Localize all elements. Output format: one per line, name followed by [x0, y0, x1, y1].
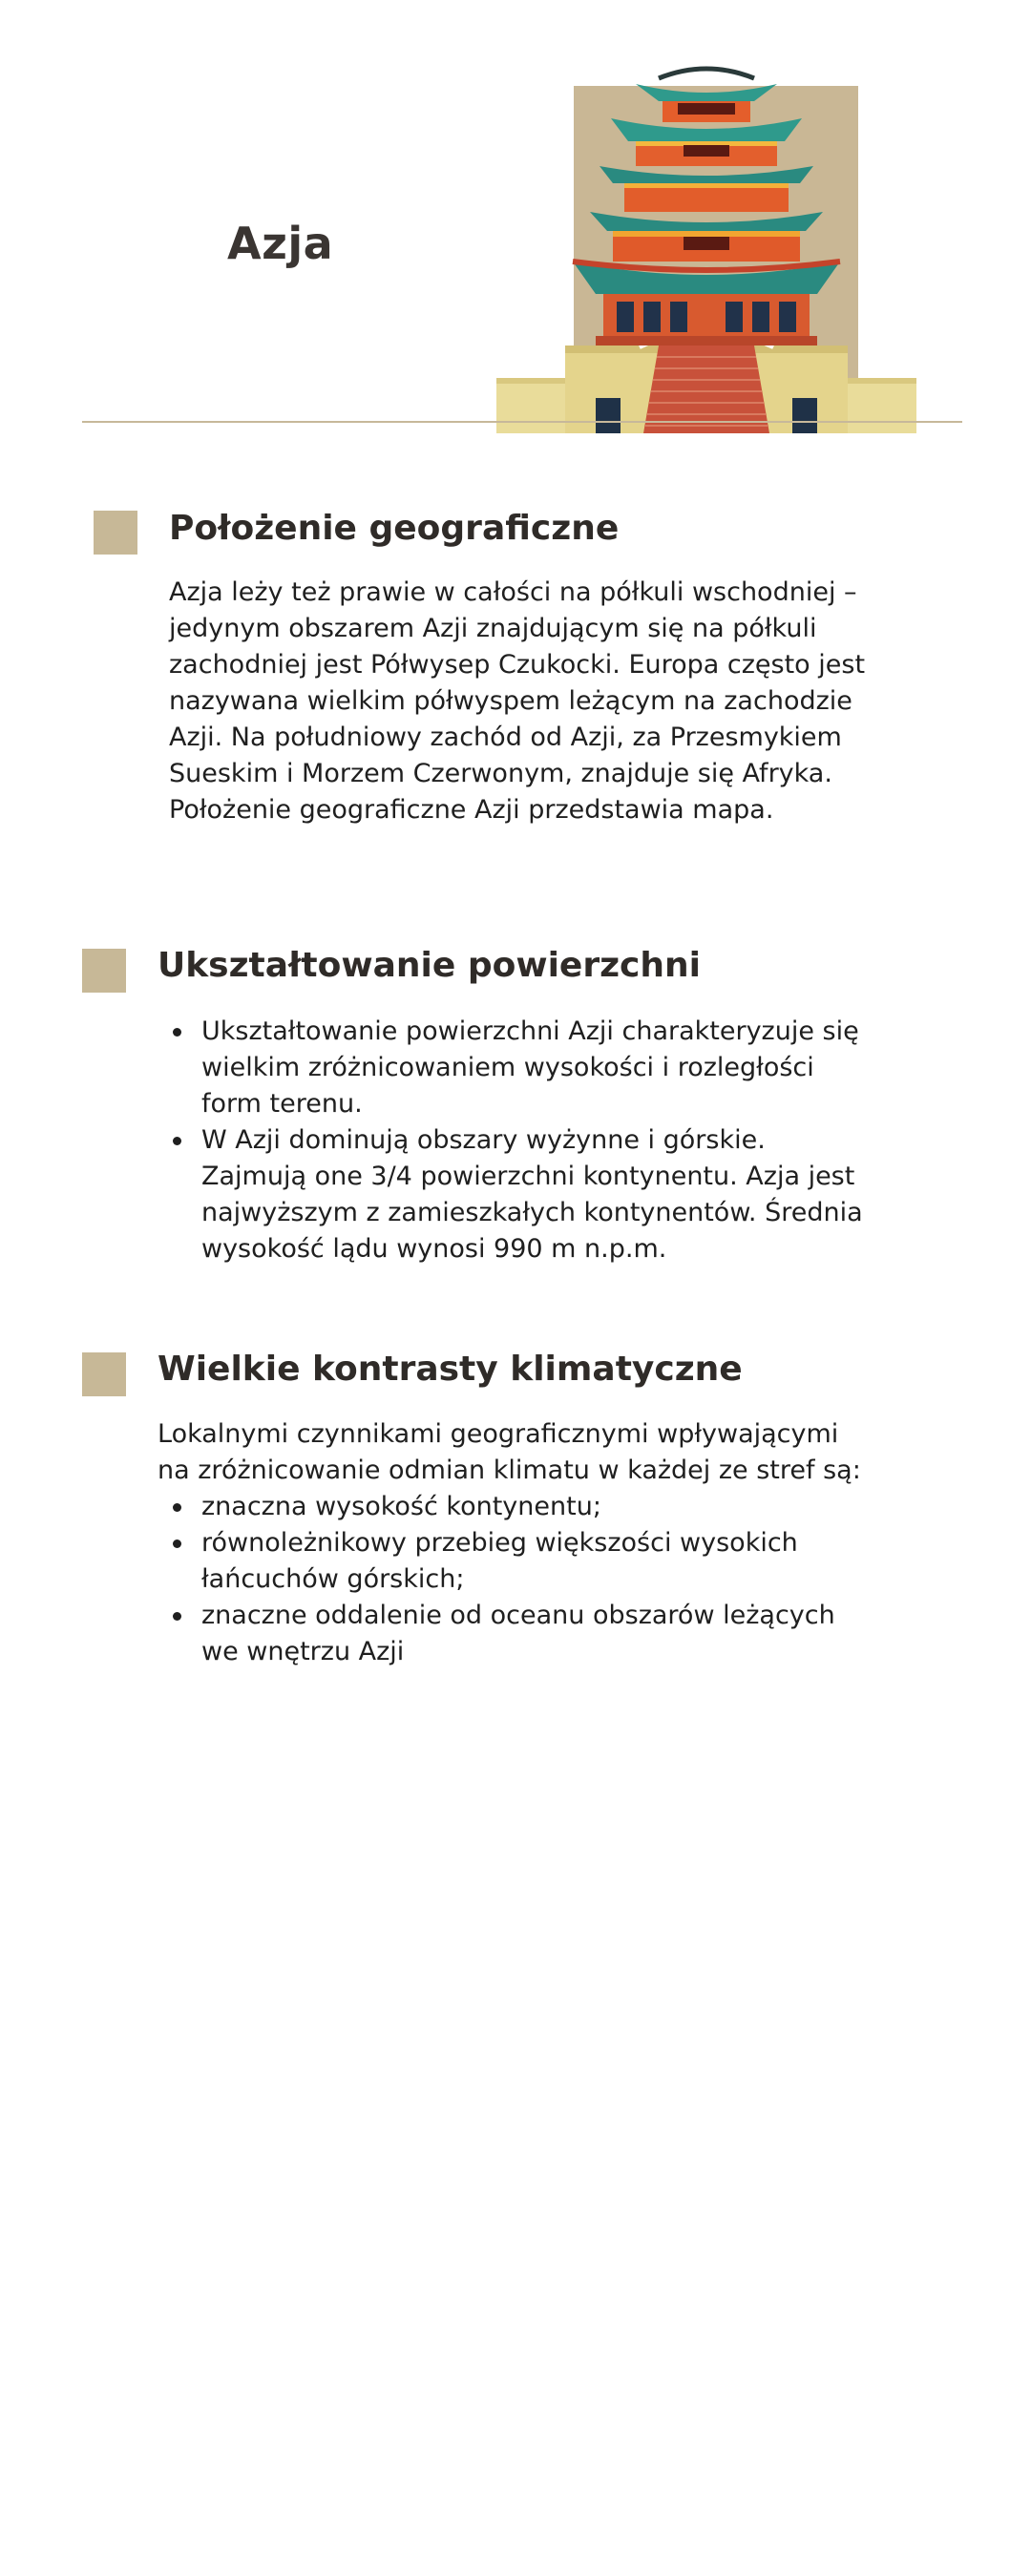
section-heading: Ukształtowanie powierzchni [158, 946, 701, 985]
section-body [158, 1416, 864, 1670]
list-item: znaczna wysokość kontynentu; [158, 1489, 864, 1525]
section-heading: Położenie geograficzne [169, 509, 620, 548]
section-marker [82, 1352, 126, 1396]
list-item: Ukształtowanie powierzchni Azji charakteryzuje się wielkim zróżnicowaniem wysokości i rozległości form terenu. [158, 1014, 864, 1122]
section-body [158, 1014, 864, 1267]
header-divider [82, 421, 962, 423]
list-item: równoleżnikowy przebieg większości wysokich łańcuchów górskich; [158, 1525, 864, 1598]
bullet-list [158, 1489, 864, 1670]
pagoda-icon [496, 59, 916, 433]
list-item: W Azji dominują obszary wyżynne i górskie. Zajmują one 3/4 powierzchni kontynentu. Azja jest najwyższym z zamieszkałych kontynentów. Średnia wysokość lądu wynosi 990 m n.p.m. [158, 1122, 864, 1267]
bullet-list [158, 1014, 864, 1267]
section-heading: Wielkie kontrasty klimatyczne [158, 1350, 743, 1389]
section-intro: Lokalnymi czynnikami geograficznymi wpływającymi na zróżnicowanie odmian klimatu w każdej ze stref są: [158, 1419, 861, 1485]
section-marker [94, 511, 137, 555]
list-item: znaczne oddalenie od oceanu obszarów leżących we wnętrzu Azji [158, 1598, 864, 1670]
section-marker [82, 949, 126, 993]
section-paragraph: Azja leży też prawie w całości na półkuli wschodniej – jedynym obszarem Azji znajdującym się na półkuli zachodniej jest Półwysep Czukocki. Europa często jest nazywana wielkim półwyspem leżącym na zachodzie Azji. Na południowy zachód od Azji, za Przesmykiem Sueskim i Morzem Czerwonym, znajduje się Afryka. Położenie geograficzne Azji przedstawia mapa. [169, 577, 866, 825]
section-body [169, 575, 875, 828]
page-title: Azja [227, 218, 334, 269]
